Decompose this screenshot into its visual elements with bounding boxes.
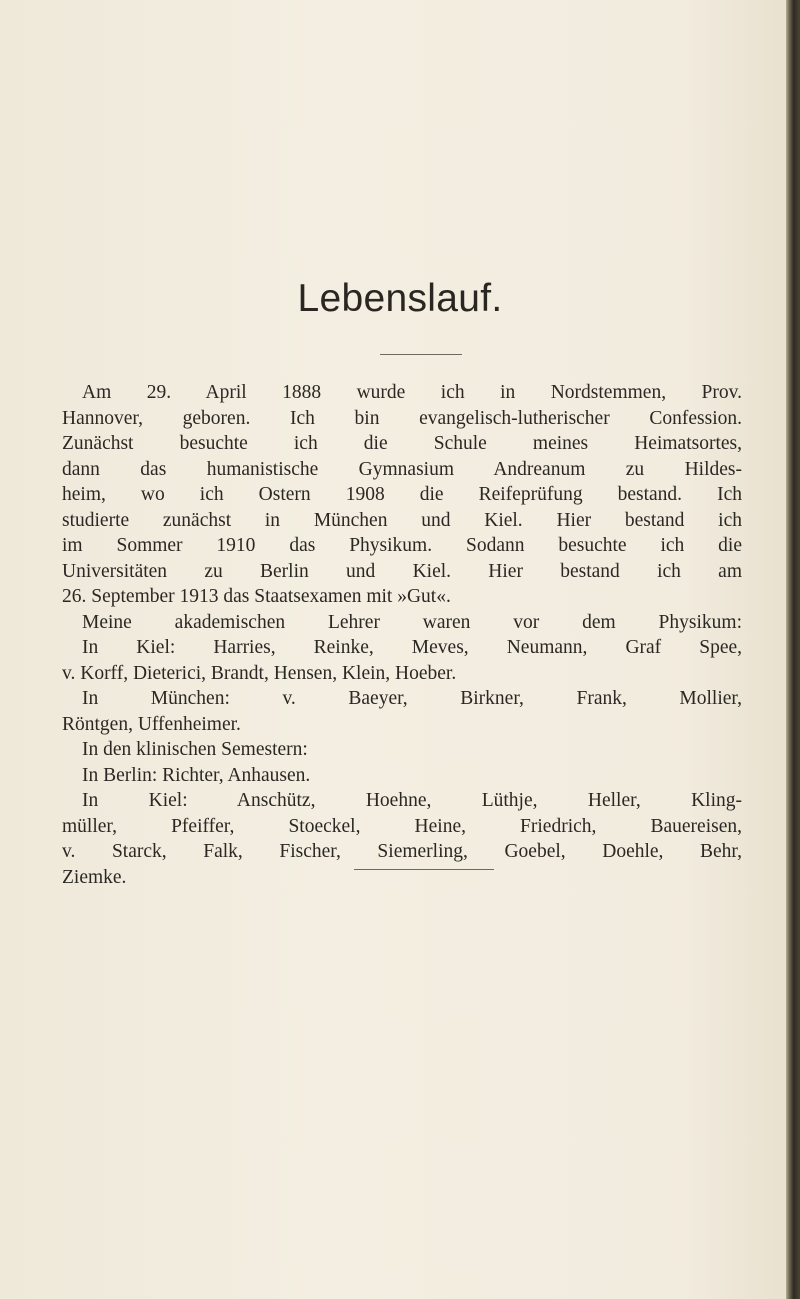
text-line: Ziemke. bbox=[62, 866, 127, 888]
page-edge-shadow bbox=[786, 0, 800, 1299]
text-line: In Kiel: Harries, Reinke, Meves, Neumann, Graf Spee, bbox=[82, 637, 742, 658]
text-line: v. Starck, Falk, Fischer, Siemerling, Goebel, Doehle, Behr, bbox=[62, 841, 742, 862]
text-line: Röntgen, Uffenheimer. bbox=[62, 713, 241, 735]
document-title: Lebenslauf. bbox=[297, 277, 503, 320]
text-line: v. Korff, Dieterici, Brandt, Hensen, Klein, Hoeber. bbox=[62, 662, 457, 684]
text-line: studierte zunächst in München und Kiel. Hier bestand ich bbox=[62, 509, 742, 531]
text-line: In den klinischen Semestern: bbox=[82, 739, 308, 760]
text-line: In Kiel: Anschütz, Hoehne, Lüthje, Heller, Kling- bbox=[82, 790, 742, 811]
text-line: In München: v. Baeyer, Birkner, Frank, Mollier, bbox=[82, 688, 742, 709]
text-line: im Sommer 1910 das Physikum. Sodann besuchte ich die bbox=[62, 535, 742, 556]
text-line: Zunächst besuchte ich die Schule meines Heimatsortes, bbox=[62, 433, 742, 454]
text-line: 26. September 1913 das Staatsexamen mit »Gut«. bbox=[62, 586, 451, 607]
text-line: heim, wo ich Ostern 1908 die Reifeprüfung bestand. Ich bbox=[62, 484, 742, 505]
text-line: In Berlin: Richter, Anhausen. bbox=[82, 764, 311, 786]
text-line: müller, Pfeiffer, Stoeckel, Heine, Friedrich, Bauereisen, bbox=[62, 815, 742, 837]
title-divider bbox=[380, 354, 462, 355]
closing-divider bbox=[354, 869, 494, 870]
document-body bbox=[62, 380, 742, 890]
text-line: dann das humanistische Gymnasium Andreanum zu Hildes- bbox=[62, 458, 742, 480]
text-line: Meine akademischen Lehrer waren vor dem Physikum: bbox=[82, 611, 742, 633]
text-line: Universitäten zu Berlin und Kiel. Hier bestand ich am bbox=[62, 560, 742, 582]
text-line: Am 29. April 1888 wurde ich in Nordstemmen, Prov. bbox=[82, 382, 742, 403]
text-line: Hannover, geboren. Ich bin evangelisch-lutherischer Confession. bbox=[62, 407, 742, 429]
